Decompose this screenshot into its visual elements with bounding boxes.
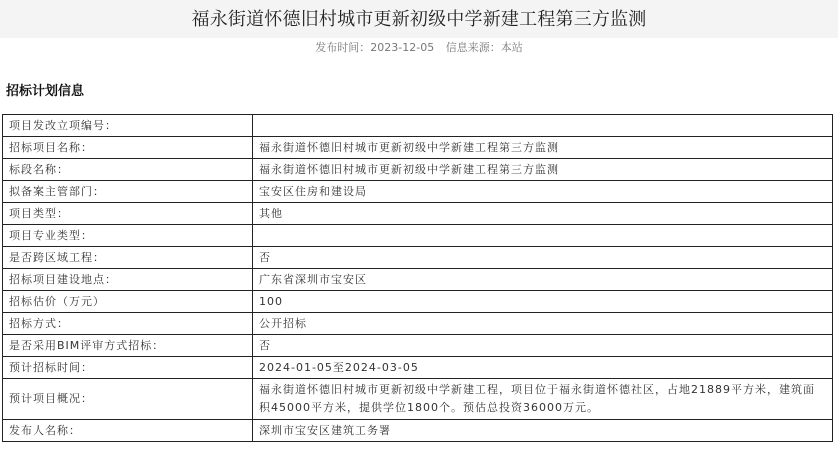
table-row [3,247,833,269]
info-source-value: 本站 [500,41,523,54]
table-row [3,357,833,379]
row-label: 发布人名称： [3,420,253,442]
row-label: 招标估价（万元） [3,291,253,313]
publish-time-label: 发布时间： [315,41,371,54]
row-label: 是否跨区域工程： [3,247,253,269]
row-label: 项目发改立项编号： [3,115,253,137]
table-row [3,203,833,225]
row-value: 其他 [253,203,833,225]
publish-time-value: 2023-12-05 [370,41,435,54]
row-value: 2024-01-05至2024-03-05 [253,357,833,379]
row-value: 福永街道怀德旧村城市更新初级中学新建工程第三方监测 [253,137,833,159]
table-row [3,159,833,181]
tender-plan-table [2,114,833,442]
row-label: 项目专业类型： [3,225,253,247]
row-label: 招标项目建设地点： [3,269,253,291]
row-label: 招标方式： [3,313,253,335]
page-title: 福永街道怀德旧村城市更新初级中学新建工程第三方监测 [191,9,647,30]
row-label: 预计项目概况： [3,379,253,420]
row-label: 招标项目名称： [3,137,253,159]
row-label: 标段名称： [3,159,253,181]
row-value: 深圳市宝安区建筑工务署 [253,420,833,442]
row-label: 拟备案主管部门： [3,181,253,203]
row-value: 福永街道怀德旧村城市更新初级中学新建工程，项目位于福永街道怀德社区，占地21889平方米，建筑面积45000平方米，提供学位1800个。预估总投资36000万元。 [253,379,833,420]
row-value: 100 [253,291,833,313]
row-label: 是否采用BIM评审方式招标： [3,335,253,357]
section-title: 招标计划信息 [6,84,85,99]
row-value: 否 [253,247,833,269]
row-value: 否 [253,335,833,357]
row-value: 广东省深圳市宝安区 [253,269,833,291]
table-row [3,269,833,291]
row-value: 宝安区住房和建设局 [253,181,833,203]
table-row [3,313,833,335]
row-value [253,115,833,137]
publish-time [315,41,434,54]
table-row [3,137,833,159]
table-row [3,115,833,137]
info-source [446,41,523,54]
row-value [253,225,833,247]
row-label: 项目类型： [3,203,253,225]
table-row [3,181,833,203]
table-row [3,225,833,247]
row-value: 福永街道怀德旧村城市更新初级中学新建工程第三方监测 [253,159,833,181]
row-label: 预计招标时间： [3,357,253,379]
row-value: 公开招标 [253,313,833,335]
publish-meta [0,41,838,55]
info-source-label: 信息来源： [445,41,501,54]
table-row [3,291,833,313]
table-row [3,335,833,357]
table-row [3,420,833,442]
table-row [3,379,833,420]
